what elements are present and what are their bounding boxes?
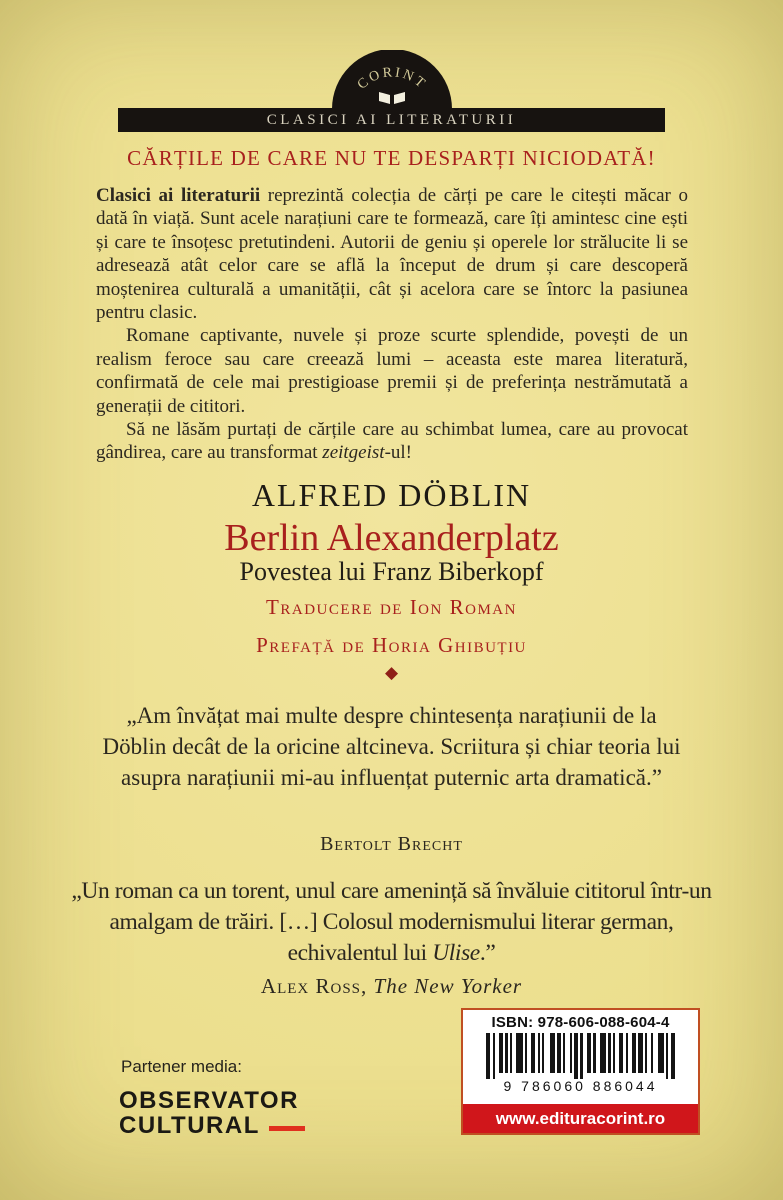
- barcode-bar: [550, 1033, 554, 1073]
- logo-line-2: [119, 1113, 305, 1138]
- quote-alex-ross: [70, 876, 713, 969]
- barcode-bar: [600, 1033, 606, 1073]
- logo-line-2-text: CULTURAL: [119, 1112, 260, 1139]
- barcode-bar: [525, 1033, 527, 1073]
- barcode-bar: [505, 1033, 507, 1073]
- barcode-bar: [638, 1033, 642, 1073]
- barcode-bar: [619, 1033, 623, 1073]
- book-subtitle: Povestea lui Franz Biberkopf: [239, 557, 544, 586]
- barcode-bar: [651, 1033, 653, 1073]
- blurb-lead-bold: Clasici ai literaturii: [96, 185, 261, 206]
- attribution-source: The New Yorker: [373, 974, 523, 998]
- preface-credit: Prefață de Horia Ghibuțiu: [256, 633, 527, 657]
- barcode-bar: [632, 1033, 636, 1073]
- quote-brecht: „Am învățat mai multe despre chintesența narațiunii de la Döblin decât de la oricine altcineva. Scriitura și chiar teoria lui asupra narațiunii mi-au influențat puternic arta dramatică.”: [102, 703, 681, 790]
- publisher-website-strip: [463, 1104, 698, 1133]
- observator-cultural-logo: [119, 1088, 305, 1138]
- barcode-bar: [666, 1033, 668, 1079]
- barcode-bar: [542, 1033, 544, 1073]
- barcode-bar: [499, 1033, 503, 1073]
- back-cover-blurb: [96, 184, 688, 465]
- blurb-paragraph-3-pre: Să ne lăsăm purtați de cărțile care au schimbat lumea, care au provocat gândirea, care au transformat: [96, 419, 688, 464]
- barcode-digits: 9 786060 886044: [503, 1078, 658, 1094]
- blurb-paragraph-3: [96, 418, 688, 465]
- barcode-bar: [557, 1033, 561, 1073]
- barcode-bar: [516, 1033, 522, 1073]
- quote-ulise-italic: Ulise: [432, 940, 480, 966]
- publisher-website-url: www.edituracorint.ro: [495, 1108, 666, 1128]
- media-partner-label: Partener media:: [121, 1057, 242, 1076]
- barcode-panel: [461, 1008, 700, 1135]
- barcode-bar: [608, 1033, 610, 1073]
- barcode-bar: [593, 1033, 595, 1073]
- quote-alex-ross-attribution: [0, 974, 783, 999]
- quote-brecht-attribution: [0, 833, 783, 856]
- translator-credit: Traducere de Ion Roman: [266, 595, 517, 619]
- blurb-paragraph-1-text: reprezintă colecția de cărți pe care le citești măcar o dată în viață. Sunt acele narațiuni care te formează, care îți amintesc cine ești și care te însoțesc pretutindeni. Autorii de geniu și operele lor strălucite li se adresează atât celor care se află la început de drum și care descoperă moștenirea culturală a umanității, cât și acelora care se întorc la pasiunea pentru clasic.: [96, 185, 688, 324]
- barcode-icon: [486, 1033, 675, 1079]
- book-title: Berlin Alexanderplatz: [224, 517, 559, 559]
- barcode-bar: [613, 1033, 615, 1073]
- barcode-bar: [587, 1033, 591, 1073]
- barcode-bar: [486, 1033, 490, 1079]
- barcode-bar: [671, 1033, 675, 1079]
- author-name: ALFRED DÖBLIN: [251, 477, 532, 513]
- series-tagline: CĂRȚILE DE CARE NU TE DESPARȚI NICIODATĂ!: [127, 146, 656, 170]
- attribution-name: Alex Ross: [260, 974, 362, 998]
- blurb-paragraph-1: [96, 184, 688, 324]
- diamond-ornament-icon: ◆: [384, 663, 399, 682]
- barcode-bar: [570, 1033, 572, 1073]
- barcode-bar: [563, 1033, 565, 1073]
- barcode-bar: [531, 1033, 535, 1073]
- barcode-bar: [658, 1033, 664, 1073]
- logo-line-1: OBSERVATOR: [119, 1087, 299, 1114]
- series-banner: [118, 108, 665, 132]
- publisher-logo: [329, 50, 455, 109]
- blurb-paragraph-2: Romane captivante, nuvele și proze scurte splendide, povești de un realism feroce sau care creează lumi – aceasta este marea literatură, confirmată de cele mai prestigioase premii și de preferința nestrămutată a generații de cititori.: [96, 325, 688, 417]
- barcode-bar: [645, 1033, 647, 1073]
- barcode-bar: [580, 1033, 582, 1079]
- barcode-bar: [493, 1033, 495, 1079]
- blurb-zeitgeist-italic: zeitgeist: [322, 442, 385, 464]
- barcode-bar: [510, 1033, 512, 1073]
- barcode-bar: [574, 1033, 578, 1079]
- red-dash-icon: [269, 1126, 305, 1131]
- blurb-paragraph-3-post: -ul!: [384, 442, 413, 464]
- quote-alex-ross-post: .”: [479, 940, 496, 966]
- barcode-bar: [626, 1033, 628, 1073]
- isbn-label: ISBN: 978-606-088-604-4: [491, 1014, 670, 1031]
- attribution-name: Bertolt Brecht: [320, 833, 463, 855]
- series-title: CLASICI AI LITERATURII: [266, 111, 517, 128]
- attribution-separator: ,: [361, 974, 374, 998]
- quote-alex-ross-pre: „Un roman ca un torent, unul care amenință să învăluie cititorul într-un amalgam de trăiri. […] Colosul modernismului literar german, echivalentul lui: [71, 878, 712, 966]
- barcode-bar: [538, 1033, 540, 1073]
- publisher-brand-arc: CORINT: [354, 65, 430, 93]
